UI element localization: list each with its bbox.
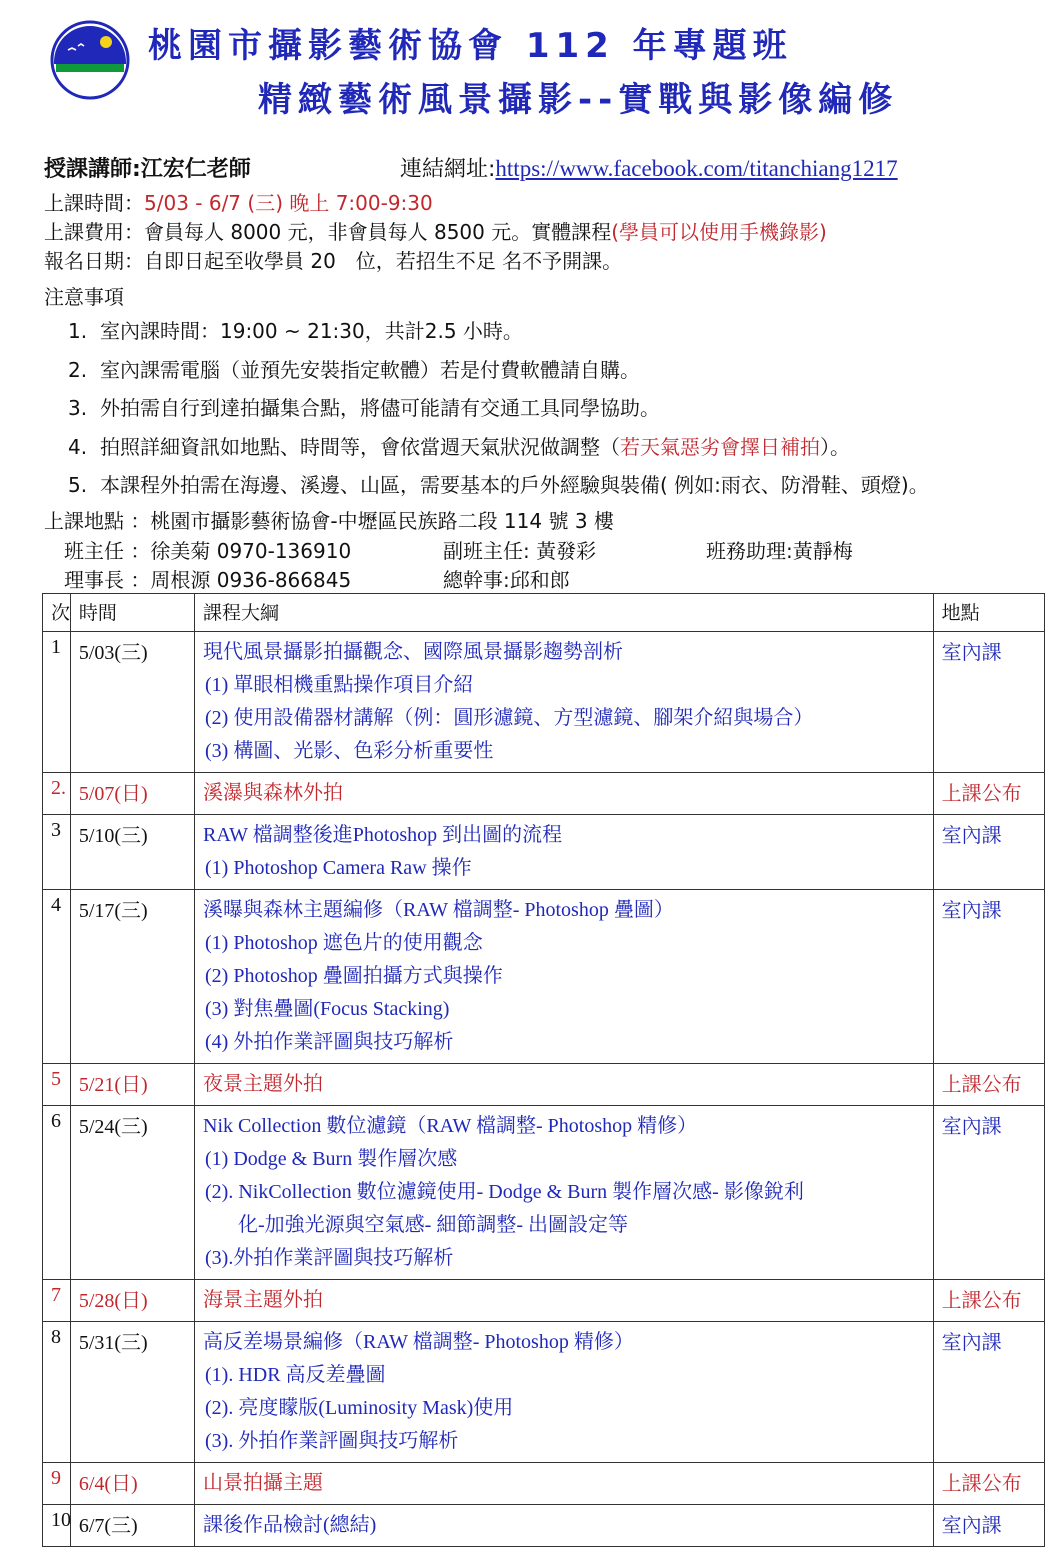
- row-date: 6/4(日): [70, 1463, 194, 1505]
- row-date: 5/24(三): [70, 1106, 194, 1280]
- outline-title: 課後作品檢討(總結): [203, 1514, 377, 1536]
- signup-date: 報名日期：自即日起至收學員 20 位，若招生不足 名不予開課。: [44, 249, 623, 273]
- time-value: 5/03 - 6/7 (三) 晚上 7:00-9:30: [144, 191, 433, 215]
- row-date: 5/31(三): [70, 1322, 194, 1463]
- row-place: 室內課: [933, 1505, 1044, 1547]
- class-fee: [44, 216, 827, 245]
- row-outline: [195, 1064, 934, 1106]
- outline-title: 海景主題外拍: [203, 1289, 323, 1311]
- staff-head: 班主任 ：徐美菊 0970-136910: [64, 539, 352, 563]
- outline-item: (2). 亮度矇版(Luminosity Mask)使用: [205, 1397, 514, 1419]
- row-date: 5/28(日): [70, 1280, 194, 1322]
- outline-item: (2). NikCollection 數位濾鏡使用- Dodge & Burn 製作層次感- 影像銳利: [205, 1181, 804, 1203]
- outline-title: 夜景主題外拍: [203, 1073, 323, 1095]
- outline-title: 山景拍攝主題: [203, 1472, 323, 1494]
- outline-item: (1) Photoshop 遮色片的使用觀念: [205, 932, 483, 954]
- row-place: 室內課: [933, 890, 1044, 1064]
- row-date: 5/17(三): [70, 890, 194, 1064]
- outline-title: Nik Collection 數位濾鏡（RAW 檔調整- Photoshop 精修）: [203, 1115, 698, 1137]
- table-row: [43, 632, 1045, 773]
- row-place: 上課公布: [933, 773, 1044, 815]
- row-outline: [195, 773, 934, 815]
- row-no: 3: [43, 815, 71, 890]
- outline-item: (1) Photoshop Camera Raw 操作: [205, 857, 472, 879]
- row-no: 10: [43, 1505, 71, 1547]
- row-place: 上課公布: [933, 1280, 1044, 1322]
- note-item: 4. 拍照詳細資訊如地點、時間等，會依當週天氣狀況做調整（若天氣惡劣會擇日補拍）。: [68, 434, 850, 459]
- outline-item: (1). HDR 高反差疊圖: [205, 1364, 386, 1386]
- note-item: 2. 室內課需電腦（並預先安裝指定軟體）若是付費軟體請自購。: [68, 357, 640, 382]
- title-line-2: 精緻藝術風景攝影--實戰與影像編修: [258, 80, 899, 120]
- link-label: 連結網址:: [400, 157, 496, 182]
- row-date: 5/07(日): [70, 773, 194, 815]
- class-time: [44, 187, 433, 216]
- table-row: [43, 1280, 1045, 1322]
- outline-item: (3) 構圖、光影、色彩分析重要性: [205, 740, 494, 762]
- table-header-row: [43, 594, 1045, 632]
- row-no: 8: [43, 1322, 71, 1463]
- outline-title: 溪曝與森林主題編修（RAW 檔調整- Photoshop 疊圖）: [203, 899, 674, 921]
- note-item: 3. 外拍需自行到達拍攝集合點，將儘可能請有交通工具同學協助。: [68, 396, 660, 420]
- row-date: 6/7(三): [70, 1505, 194, 1547]
- row-outline: [195, 890, 934, 1064]
- row-date: 5/03(三): [70, 632, 194, 773]
- outline-item: 化-加強光源與空氣感- 細節調整- 出圖設定等: [238, 1214, 628, 1236]
- outline-title: 溪瀑與森林外拍: [203, 782, 343, 804]
- row-outline: [195, 632, 934, 773]
- outline-item: (3).外拍作業評圖與技巧解析: [205, 1247, 454, 1269]
- table-row: [43, 815, 1045, 890]
- row-place: 室內課: [933, 1106, 1044, 1280]
- fee-note: (學員可以使用手機錄影): [611, 220, 827, 244]
- note-item: 5. 本課程外拍需在海邊、溪邊、山區，需要基本的戶外經驗與裝備( 例如:雨衣、防滑鞋、頭燈)。: [68, 473, 929, 497]
- outline-item: (1) 單眼相機重點操作項目介紹: [205, 674, 474, 696]
- row-no: 6: [43, 1106, 71, 1280]
- outline-item: (2) Photoshop 疊圖拍攝方式與操作: [205, 965, 503, 987]
- location: 上課地點 ：桃園市攝影藝術協會-中壢區民族路二段 114 號 3 樓: [44, 509, 614, 533]
- staff-chair: 理事長 ：周根源 0936-866845: [64, 568, 352, 592]
- row-outline: [195, 1322, 934, 1463]
- staff-assistant: 班務助理:黃靜梅: [706, 539, 853, 563]
- outline-title: 現代風景攝影拍攝觀念、國際風景攝影趨勢剖析: [203, 641, 623, 663]
- fee-text: 上課費用：會員每人 8000 元，非會員每人 8500 元。實體課程: [44, 220, 612, 244]
- row-place: 上課公布: [933, 1463, 1044, 1505]
- row-no: 5: [43, 1064, 71, 1106]
- row-outline: [195, 815, 934, 890]
- row-no: 2.: [43, 773, 71, 815]
- time-label: 上課時間：: [44, 191, 144, 215]
- row-place: 上課公布: [933, 1064, 1044, 1106]
- notes-title: 注意事項: [44, 285, 124, 309]
- table-row: [43, 1322, 1045, 1463]
- header-no: 次: [43, 594, 71, 632]
- table-row: [43, 1505, 1045, 1547]
- outline-item: (2) 使用設備器材講解（例：圓形濾鏡、方型濾鏡、腳架介紹與場合）: [205, 707, 814, 729]
- table-row: [43, 1064, 1045, 1106]
- table-row: [43, 890, 1045, 1064]
- table-row: [43, 1106, 1045, 1280]
- row-outline: [195, 1505, 934, 1547]
- row-outline: [195, 1280, 934, 1322]
- row-no: 7: [43, 1280, 71, 1322]
- notes-list: [68, 316, 929, 509]
- association-logo: [50, 20, 130, 100]
- staff-secretary: 總幹事:邱和郎: [443, 568, 570, 592]
- outline-item: (4) 外拍作業評圖與技巧解析: [205, 1031, 454, 1053]
- row-outline: [195, 1106, 934, 1280]
- table-row: [43, 773, 1045, 815]
- row-outline: [195, 1463, 934, 1505]
- header-outline: 課程大綱: [195, 594, 934, 632]
- schedule-table: [42, 593, 1045, 1547]
- facebook-link[interactable]: https://www.facebook.com/titanchiang1217: [495, 156, 898, 181]
- row-date: 5/21(日): [70, 1064, 194, 1106]
- link-row: [400, 152, 898, 183]
- title-line-1: 桃園市攝影藝術協會 112 年專題班: [148, 26, 793, 66]
- header-time: 時間: [70, 594, 194, 632]
- outline-title: 高反差場景編修（RAW 檔調整- Photoshop 精修）: [203, 1331, 634, 1353]
- row-date: 5/10(三): [70, 815, 194, 890]
- instructor: 授課講師:江宏仁老師: [44, 157, 251, 182]
- table-row: [43, 1463, 1045, 1505]
- row-place: 室內課: [933, 632, 1044, 773]
- row-place: 室內課: [933, 815, 1044, 890]
- row-place: 室內課: [933, 1322, 1044, 1463]
- row-no: 9: [43, 1463, 71, 1505]
- note-item: 1. 室內課時間：19:00 ~ 21:30，共計2.5 小時。: [68, 319, 523, 343]
- outline-item: (1) Dodge & Burn 製作層次感: [205, 1148, 458, 1170]
- outline-item: (3). 外拍作業評圖與技巧解析: [205, 1430, 459, 1452]
- header-place: 地點: [933, 594, 1044, 632]
- outline-title: RAW 檔調整後進Photoshop 到出圖的流程: [203, 824, 563, 846]
- staff-deputy: 副班主任: 黃發彩: [443, 539, 597, 563]
- outline-item: (3) 對焦疊圖(Focus Stacking): [205, 998, 450, 1020]
- row-no: 4: [43, 890, 71, 1064]
- row-no: 1: [43, 632, 71, 773]
